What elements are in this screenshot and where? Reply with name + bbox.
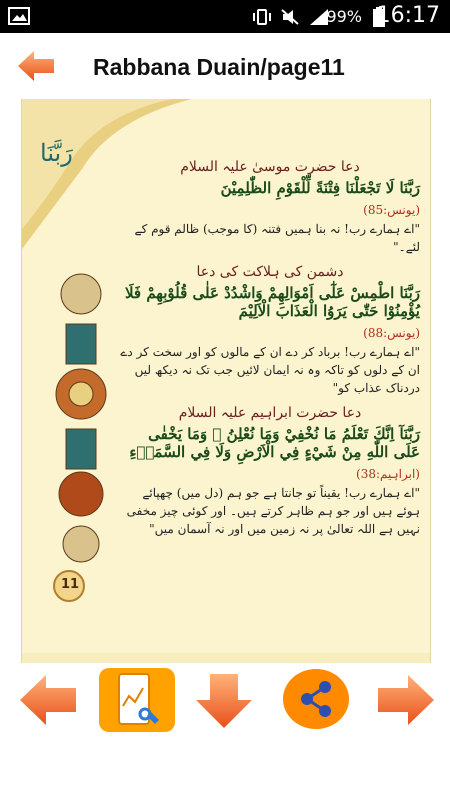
clock: 16:17 xyxy=(376,3,440,28)
dua-text-area xyxy=(120,159,420,546)
translation-text: "اے ہمارے رب! یقیناً تو جانتا ہے جو ہم (دل میں) چھپائے ہوئے ہیں اور جو ہم ظاہر کرتے ہیں۔ اور کوئی چیز مخفی نہیں ہے اللہ تعالیٰ پر نہ زمین میں اور نہ آسمان میں" xyxy=(126,486,420,536)
verse-reference: (ابراہیم:38) xyxy=(356,467,420,481)
dua-section xyxy=(120,405,420,538)
page-number: 11 xyxy=(61,577,80,592)
back-arrow-icon[interactable] xyxy=(16,48,56,84)
dua-section xyxy=(120,264,420,397)
share-icon[interactable] xyxy=(281,667,351,731)
verse-reference: (یونس:85) xyxy=(363,203,420,217)
ornament-icon xyxy=(46,264,116,574)
next-page-arrow-icon[interactable] xyxy=(376,672,436,728)
page-title: Rabbana Duain/page11 xyxy=(93,54,345,80)
section-title: دعا حضرت موسیٰ علیہ السلام xyxy=(180,159,360,175)
dua-section xyxy=(120,159,420,256)
header-calligraphy: رَبَّنَا xyxy=(40,139,73,167)
verse-text: رَبَّنَا اطْمِسْ عَلٰٓى اَمْوَالِهِمْ وَاشْدُدْ عَلٰى قُلُوْبِهِمْ فَلَا يُؤْمِنُوْا حَتّٰى يَرَوُا الْعَذَابَ الْاَلِيْمَ xyxy=(124,284,420,320)
section-title: دعا حضرت ابراہیم علیہ السلام xyxy=(178,405,362,421)
page-image xyxy=(21,99,431,663)
verse-text: رَبَّنَآ اِنَّكَ تَعْلَمُ مَا نُخْفِيْ وَمَا نُعْلِنُ ۭ وَمَا يَخْفٰى عَلَى اللّٰهِ مِنْ شَيْءٍ فِي الْاَرْضِ وَلَا فِي السَّمَاۗءِ xyxy=(129,425,420,461)
page-bottom-border xyxy=(22,653,430,663)
mute-icon xyxy=(280,8,300,26)
image-icon xyxy=(8,7,30,25)
status-icons xyxy=(252,8,330,26)
vibrate-icon xyxy=(252,8,272,26)
status-bar xyxy=(0,0,450,33)
app-tools-icon[interactable] xyxy=(97,666,177,734)
battery-percent: 99% xyxy=(326,7,362,26)
verse-reference: (یونس:88) xyxy=(363,326,420,340)
previous-page-arrow-icon[interactable] xyxy=(18,672,78,728)
verse-text: رَبَّنَا لَا تَجْعَلْنَا فِتْنَةً لِّلْقَوْمِ الظّٰلِمِيْنَ xyxy=(220,179,420,197)
translation-text: "اے ہمارے رب! برباد کر دے ان کے مالوں کو اور سخت کر دے ان کے دلوں کو تاکہ وہ نہ ایمان لائیں جب تک نہ دیکھ لیں دردناک عذاب کو" xyxy=(120,345,420,395)
section-title: دشمن کی ہلاکت کی دعا xyxy=(196,264,344,280)
translation-text: "اے ہمارے رب! نہ بنا ہمیں فتنہ (کا موجب) ظالم قوم کے لئے۔" xyxy=(134,222,420,254)
download-arrow-icon[interactable] xyxy=(194,672,254,730)
